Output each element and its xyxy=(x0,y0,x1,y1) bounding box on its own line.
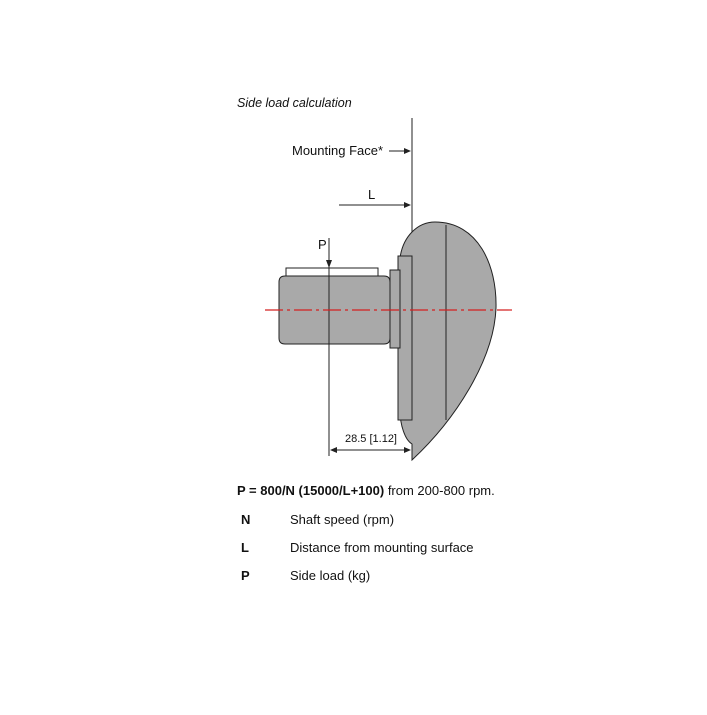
legend-symbol: L xyxy=(241,540,249,555)
p-load-label: P xyxy=(318,237,327,252)
p-load-arrowhead xyxy=(326,260,332,268)
mounting-face-arrowhead xyxy=(404,148,411,154)
mounting-face-label: Mounting Face* xyxy=(292,143,384,158)
distance-dimension-label: 28.5 [1.12] xyxy=(345,433,397,445)
motor-body xyxy=(400,222,496,460)
flange-inner xyxy=(390,270,400,348)
legend-symbol: P xyxy=(241,568,250,583)
legend-description: Distance from mounting surface xyxy=(290,540,474,555)
shaft-key xyxy=(286,268,378,276)
legend-symbol: N xyxy=(241,512,251,527)
side-load-formula xyxy=(237,483,495,498)
distance-dimension-arrowhead-right xyxy=(404,447,411,453)
formula-bold: P = 800/N (15000/L+100) xyxy=(237,483,385,498)
legend-description: Shaft speed (rpm) xyxy=(290,512,395,527)
diagram-title: Side load calculation xyxy=(237,96,352,110)
legend-description: Side load (kg) xyxy=(290,568,371,583)
formula-rest: from 200-800 rpm. xyxy=(384,483,495,498)
l-dimension-label: L xyxy=(368,187,376,202)
distance-dimension-arrowhead-left xyxy=(330,447,337,453)
l-dimension-arrowhead xyxy=(404,202,411,208)
